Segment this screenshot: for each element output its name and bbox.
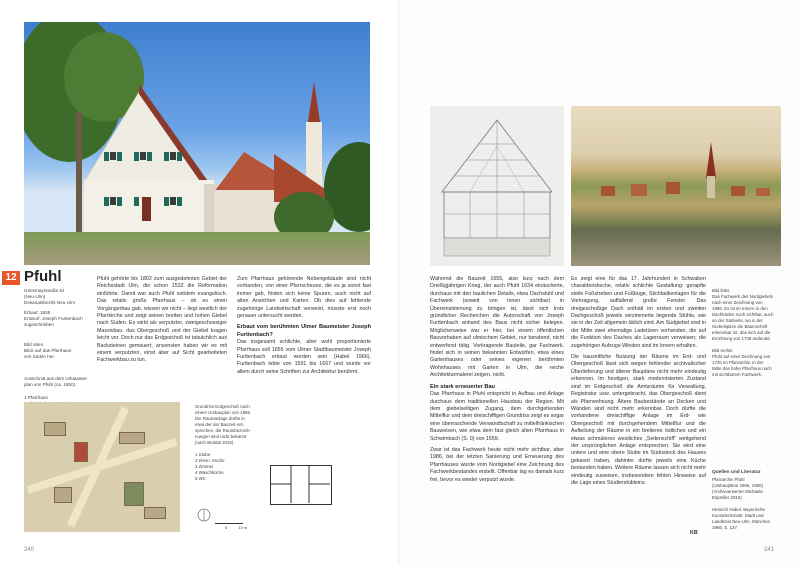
parsonage-photo	[24, 22, 370, 265]
window-shutter	[117, 152, 122, 161]
window-shutter	[177, 152, 182, 161]
window-shutter	[104, 197, 109, 206]
text-column-4	[571, 276, 706, 538]
right-page	[400, 0, 800, 565]
page-number-left: 240	[24, 547, 35, 553]
gable-drawing	[430, 106, 564, 266]
window-shutter	[177, 197, 182, 206]
paragraph: Die bauzeitliche Nutzung der Räume im Erd- und Obergeschoß lässt sich wegen fehlender archivalischer Überlieferung und älterer Baupläne nicht mehr eindeutig erkennen. Im heutigen, stark modernisierten Zustand sind im Erdgeschoß die Amtsräume für Verwaltung, Registratur usw. untergebracht, das Obergeschoß dient als Pfarrwohnung. Ältere Baubestände an Decken und Wänden sind nicht mehr erkennbar. Doch dürfte die vorhandene dreischiffige Anlage im Erd- wie Obergeschoß mit durchgehendem Mittelflur und die Aufteilung der Räume in ein breiteres östliches und ein etwas schmäleres westliches „Seitenschiff“ weitgehend der ursprünglichen Anlage entsprechen. Sie wird eine untere und eine obere Stube im Südosteck des Hauses gekannt haben, dahinter dürfte jeweils eine Küche bestanden haben. Weitere Räume lassen sich nicht mehr eindeutig zuweisen, insbesondere fehlen Hinweise auf die Lage eines Studierstübleins.	[571, 354, 706, 486]
window-shutter	[104, 152, 109, 161]
map-building	[44, 422, 66, 436]
scale-bar	[215, 523, 243, 524]
village-painting	[571, 106, 781, 266]
sources-heading: Quellen und Literatur	[712, 470, 761, 475]
map-caption: Ausschnitt aus dem Urkataster- plan von Pfuhl (ca. 1850). 1 Pfarrhaus	[24, 376, 89, 400]
paragraph: Das Pfarrhaus in Pfuhl entspricht in Aufbau und Anlage durchaus dem traditionellen Hausbau der Region. Mit dem giebelseitigen Zugang, dem durchgehenden Mittelflur und dem dreischiffigen Grundriss zeigt es sogar eine überraschende Verwandtschaft zu mittelfränkischen Bauweisen, wie etwa dem fast gleich alten Pfarrhaus in Schwimbach (S. 0) von 1659.	[430, 391, 564, 442]
map-parsonage	[74, 442, 88, 462]
timber-frame-drawing	[430, 106, 564, 266]
map-church	[124, 482, 144, 506]
cadastral-map	[24, 402, 180, 532]
sources-list: Pfarrarchiv Pfuhl (Umbaupläne 1966, 1986) (Archivverwerter Michaela Esprüller 2016) Heinrich Habel: Bayerische Kunstdenkmale: Stadt und Landkreis Neu-Ulm, München 1966, S. 137.	[712, 477, 771, 530]
plan-caption: Grundriss Erdgeschoß nach einem Umbauplan von 1966. Die Raumanlage dürfte in etwa der der Bauzeit ent- sprechen, die Raumbezeich- nungen sind nicht bekannt (nach Beddal 2016). 1 Stube 2 ehem. Küche 3 Zimmer 4 Waschküche 5 WC	[195, 404, 252, 481]
text-column-2	[237, 276, 371, 396]
map-building	[54, 487, 72, 503]
ground	[24, 232, 370, 265]
page-title: Pfuhl	[24, 268, 62, 285]
paragraph: Pfuhl gehörte bis 1802 zum ausgedehnten Gebiet der Reichsstadt Ulm, die schon 1532 die Reformation einführte. Damit war auch Pfuhl seitdem evangelisch. Das relativ große Pfarrhaus – ob es einen Vorgängerbau gab, wissen wir nicht – liegt westlich der Pfarrkirche und zeigt seinen breiten und hohen Giebel nach Süden. Es wirkt als verputzter, zweigeschossiger Massivbau, das Obergeschoß und der Giebel kragen leicht vor. Doch nur das Erdgeschoß ist tatsächlich aus Backsteinen gemauert, ansonsten haben wir es mit einem verputzten, einst aber auf Sicht gearbeiteten Fachwerkbau zu tun.	[97, 276, 227, 364]
floor-plan-walls	[271, 466, 330, 503]
window-shutter	[117, 197, 122, 206]
window-shutter	[134, 152, 139, 161]
section-heading: Erbaut vom berühmten Ulmer Baumeister Joseph Furttenbach?	[237, 324, 371, 338]
author-initials: KB	[690, 530, 698, 536]
scale-label: 5 10 m	[225, 525, 248, 530]
map-building	[144, 507, 166, 519]
window-shutter	[134, 197, 139, 206]
map-road	[67, 406, 129, 527]
text-column-1	[97, 276, 227, 386]
front-door	[142, 197, 151, 221]
window	[110, 197, 116, 205]
window	[170, 152, 176, 160]
window-shutter	[164, 197, 169, 206]
paragraph: Es zeigt eine für das 17. Jahrhundert in Schwaben charakteristische, relativ schlichte Gestaltung: gerapfte steile Fußstreben und Fußbüge, Stichbalkenlagen für die Vorkragung, auffallend große Fenster. Das dreigeschoßige Dach enthält im ersten und zweiten Dachgeschoß jeweils verzimmerte liegende Stühle, wie sie in der Zeit allgemein üblich sind. Am Südgiebel sind in der Mitte zwei ehemalige Ladetüren vorhanden, die auf die Funktion des Daches als Lagerraum verweisen; die zugehörigen Aufzugs-Winden sind im Innern erhalten.	[571, 276, 706, 349]
page-number-right: 241	[764, 547, 775, 553]
window-shutter	[147, 152, 152, 161]
meta-build: Erbaut: 1655 Entwurf: Joseph Furttenbach zugeschrieben	[24, 310, 83, 328]
paragraph: Das insgesamt schlichte, aber wohl proportionierte Pfarrhaus soll 1655 vom Ulmer Stadtbaumeister Joseph Furttenbach erbaut worden sein (Habel 1966). Furttenbach lebte von 1591 bis 1667 und wurde vor allem durch seine Schriften zur Architektur berühmt.	[237, 339, 371, 375]
meta-address: Griesmayrstraße 61 (Neu-Ulm) Dekanatsbezirk Neu-Ulm	[24, 288, 76, 306]
map-building	[119, 432, 145, 444]
photo-caption: Bild oben Blick auf das Pfarrhaus von Süden her.	[24, 342, 72, 360]
entry-number-badge: 12	[2, 271, 20, 285]
north-arrow-icon	[197, 508, 211, 522]
paragraph: Zwar ist das Fachwerk heute nicht mehr sichtbar, aber 1986, bei der letzten Sanierung und Erneuerung des Pfarrhauses wurde vom Nordgiebel eine Zeichnung des Fachwerkbestandes erstellt. Offenbar lag es damals kurz frei, bevor es wieder verputzt wurde.	[430, 446, 564, 483]
paragraph: Zum Pfarrhaus gehörende Nebengebäude sind nicht vorhanden, von einer Pfarrscheune, die es ja sonst fast immer gab, finden sich keine Spuren, auch nicht auf alten Ansichten und Karten. Ob dies auf fehlende zugehörige Landwirtschaft verweist, müsste erst noch genauer untersucht werden.	[237, 276, 371, 320]
side-caption: Bild links Das Fachwerk des Nordgiebels nach einer Zeichnung von 1986. Es ist im Innern in den Dachböden noch sichtbar, auch an der Südseite, wo in der Giebelspitze die Bauinschrift erkennbar ist, das sich auf die Errichtung von 1738 andeutet. Bild rechts Pfuhl auf einer Zeichnung von 1720 im Pfarrarchiv. In der Mitte das hohe Pfarrhaus noch mit sichtbarem Fachwerk.	[712, 288, 774, 377]
historic-painting	[571, 106, 781, 266]
paragraph: Während die Bauzeit 1655, also kurz nach dem Dreißigjährigen Krieg, der auch Pfuhl 1634 einäscherte, durchaus mit den baulichen Details, etwa Dachstuhl und Fachwerk (soweit von innen sichtbar) in Übereinstimmung zu bringen ist, lässt sich trotz gründlicher Recherchen die Autorschaft von Joseph Furttenbach anhand des Baus nicht sicher belegen. Möglicherweise war er hier, bei einem öffentlichen Bauvorhaben auf ulmischem Gebiet, nur beratend, nicht entwerfend tätig. Vorkragende Bauteile, gar Fachwerk, findet sich in seinen bekannten Entwürfen, etwa eines Gartenhauses oder seines eigenen berühmten Wohnhauses mit Garten in Ulm, die reiche Architekturmalerei zeigen, nicht.	[430, 276, 564, 379]
window	[110, 152, 116, 160]
text-column-3	[430, 276, 564, 538]
window-shutter	[164, 152, 169, 161]
section-heading: Ein stark erneuerter Bau	[430, 383, 495, 390]
floor-plan	[270, 465, 332, 505]
window	[140, 152, 146, 160]
tree-trunk	[76, 112, 82, 242]
window	[170, 197, 176, 205]
